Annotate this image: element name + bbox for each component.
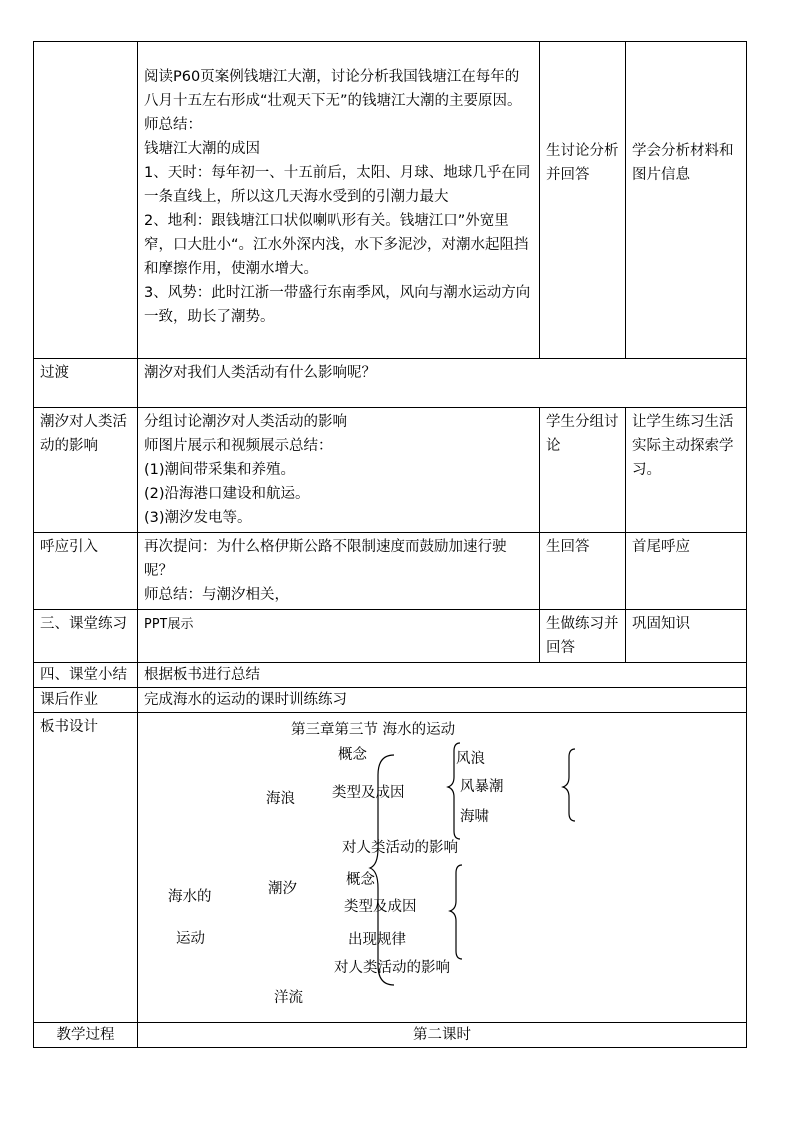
stage-cell: 呼应引入 [34, 533, 138, 610]
board-current: 洋流 [274, 990, 303, 1006]
board-title: 第三章第三节 海水的运动 [291, 722, 456, 738]
design-intent-cell: 首尾呼应 [626, 533, 747, 610]
impact-discussion: 分组讨论潮汐对人类活动的影响 [144, 414, 347, 430]
cause-astronomy: 1、天时：每年初一、十五前后，太阳、月球、地球几乎在同一条直线上，所以这几天海水受到的引潮力最大 [144, 165, 531, 205]
table-row [34, 408, 747, 533]
impact-item: (1)潮间带采集和养殖。 [144, 462, 296, 478]
teacher-activity-cell: 潮汐对我们人类活动有什么影响呢？ [138, 359, 747, 408]
table-row [34, 42, 747, 359]
student-activity-cell: 生做练习并回答 [540, 610, 626, 663]
stage-cell [34, 42, 138, 359]
board-tide-pattern: 出现规律 [348, 932, 406, 948]
design-intent-cell: 学会分析材料和图片信息 [626, 42, 747, 359]
board-diagram [138, 713, 746, 1013]
board-wave: 海浪 [266, 791, 295, 807]
tide-cause-heading: 钱塘江大潮的成因 [144, 141, 260, 157]
stage-cell: 课后作业 [34, 688, 138, 713]
board-wave-types: 类型及成因 [332, 785, 405, 801]
table-row [34, 713, 747, 1023]
teacher-activity-cell: PPT展示 [138, 610, 540, 663]
teacher-activity-cell [138, 533, 540, 610]
board-wave-type-item: 海啸 [460, 809, 489, 825]
design-intent-cell: 让学生练习生活实际主动探索学习。 [626, 408, 747, 533]
board-wave-impact: 对人类活动的影响 [342, 840, 458, 856]
board-wave-type-item: 风浪 [456, 751, 485, 767]
teacher-summary-label: 师总结： [144, 117, 202, 133]
impact-item: (3)潮汐发电等。 [144, 510, 252, 526]
stage-cell: 教学过程 [34, 1023, 138, 1048]
table-row [34, 688, 747, 713]
footer-cell: 第二课时 [138, 1023, 747, 1048]
case-reading-text: 阅读P60页案例钱塘江大潮，讨论分析我国钱塘江在每年的八月十五左右形成“壮观天下无”的钱塘江大潮的主要原因。 [144, 69, 522, 109]
board-tide-types: 类型及成因 [344, 899, 417, 915]
board-tide-concept: 概念 [346, 872, 375, 888]
board-tide: 潮汐 [268, 881, 297, 897]
board-root-line1: 海水的 [168, 889, 212, 905]
table-row [34, 1023, 747, 1048]
table-row [34, 533, 747, 610]
table-row [34, 610, 747, 663]
echo-question: 再次提问：为什么格伊斯公路不限制速度而鼓励加速行驶呢？ [144, 539, 507, 579]
teacher-activity-cell [138, 42, 540, 359]
stage-cell: 潮汐对人类活动的影响 [34, 408, 138, 533]
table-row [34, 663, 747, 688]
wave-type-brace [563, 749, 575, 821]
student-activity-cell: 学生分组讨论 [540, 408, 626, 533]
echo-summary: 师总结：与潮汐相关， [144, 587, 289, 603]
stage-cell: 三、课堂练习 [34, 610, 138, 663]
teacher-activity-cell [138, 408, 540, 533]
student-activity-cell: 生讨论分析并回答 [540, 42, 626, 359]
board-root-line2: 运动 [176, 931, 205, 947]
board-tide-impact: 对人类活动的影响 [334, 960, 450, 976]
stage-cell: 过渡 [34, 359, 138, 408]
impact-item: (2)沿海港口建设和航运。 [144, 486, 310, 502]
board-wave-type-item: 风暴潮 [460, 779, 504, 795]
cause-wind: 3、风势：此时江浙一带盛行东南季风，风向与潮水运动方向一致，助长了潮势。 [144, 285, 531, 325]
teacher-activity-cell: 根据板书进行总结 [138, 663, 747, 688]
table-row [34, 359, 747, 408]
cause-geography: 2、地利：跟钱塘江口状似喇叭形有关。钱塘江口”外宽里窄，口大肚小“。江水外深内浅，水下多泥沙，对潮水起阻挡和摩擦作用，使潮水增大。 [144, 213, 529, 277]
stage-cell: 四、课堂小结 [34, 663, 138, 688]
lesson-plan-table [33, 41, 747, 1048]
stage-cell: 板书设计 [34, 713, 138, 1023]
design-intent-cell: 巩固知识 [626, 610, 747, 663]
teacher-activity-cell: 完成海水的运动的课时训练练习 [138, 688, 747, 713]
board-design-cell [138, 713, 747, 1023]
board-wave-concept: 概念 [338, 747, 367, 763]
impact-summary-label: 师图片展示和视频展示总结： [144, 438, 333, 454]
tide-brace [450, 865, 462, 959]
student-activity-cell: 生回答 [540, 533, 626, 610]
